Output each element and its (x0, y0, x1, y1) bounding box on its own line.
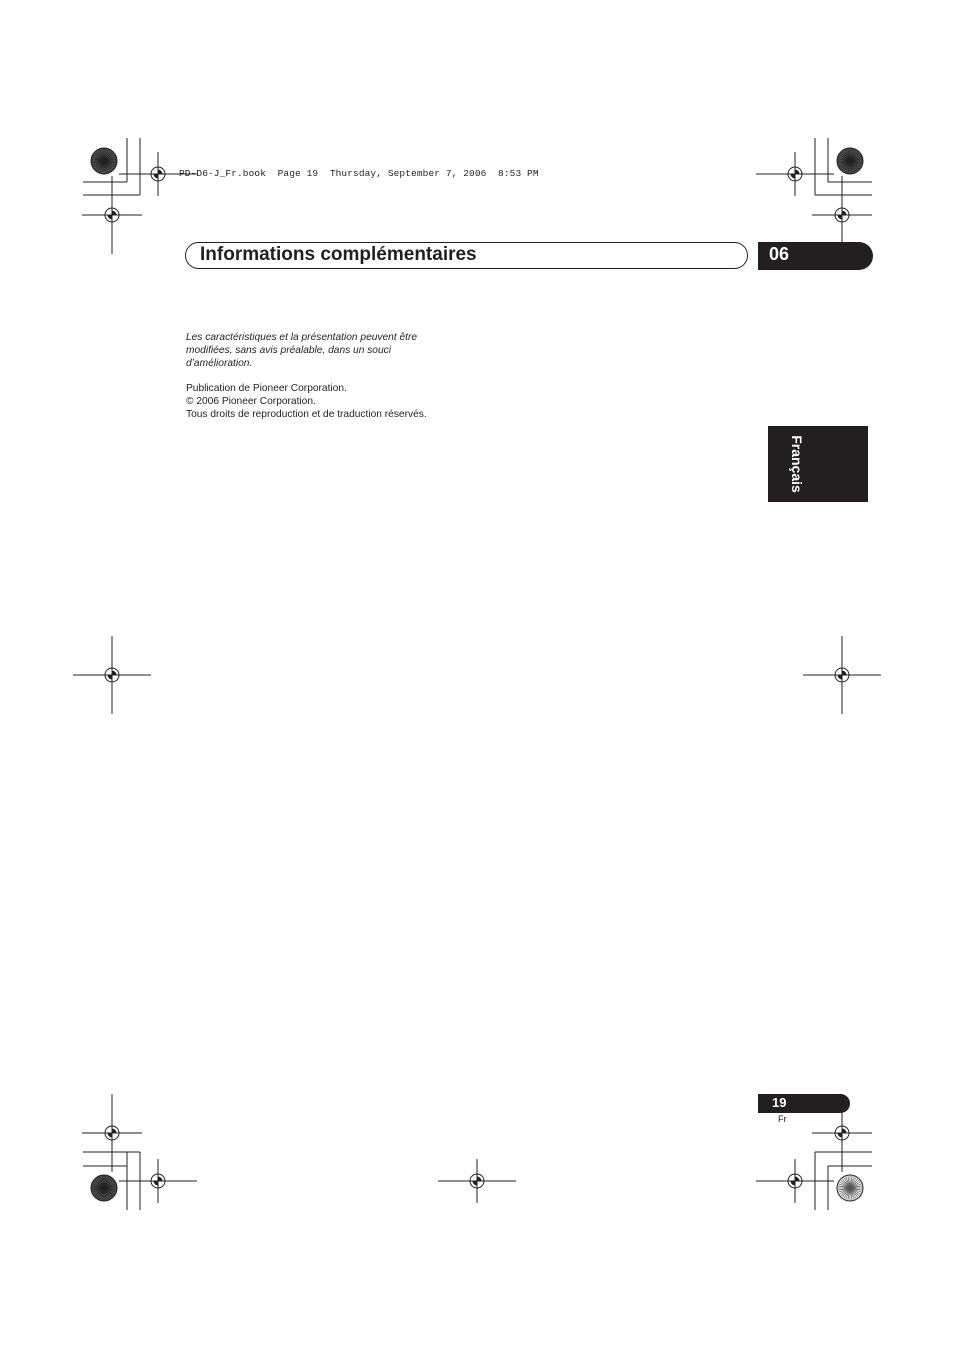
crosshair-mark (73, 636, 151, 714)
chapter-title: Informations complémentaires (200, 244, 477, 265)
note-line: modifiées, sans avis préalable, dans un souci (186, 345, 391, 356)
print-header: PD-D6-J_Fr.book Page 19 Thursday, September 7, 2006 8:53 PM (179, 168, 539, 179)
starburst-target (91, 1175, 117, 1201)
starburst-target (837, 148, 863, 174)
language-tab (768, 426, 868, 502)
publication-info (186, 382, 486, 421)
rights-line: Tous droits de reproduction et de traduction réservés. (186, 409, 427, 420)
page-number: 19 (772, 1095, 787, 1110)
specification-note (186, 331, 448, 370)
crosshair-mark (756, 152, 834, 196)
page-language: Fr (778, 1114, 787, 1124)
copyright-line: © 2006 Pioneer Corporation. (186, 396, 316, 407)
crosshair-mark (756, 1159, 834, 1203)
crosshair-mark (438, 1159, 516, 1203)
chapter-number-badge (758, 242, 873, 270)
publisher-line: Publication de Pioneer Corporation. (186, 383, 347, 394)
crosshair-mark (82, 176, 142, 254)
page-number-badge (758, 1094, 850, 1113)
note-line: Les caractéristiques et la présentation peuvent être (186, 332, 418, 343)
crosshair-mark (803, 636, 881, 714)
language-tab-label: Français (789, 435, 805, 493)
starburst-target (91, 148, 117, 174)
crosshair-mark (82, 1094, 142, 1172)
starburst-target (837, 1175, 863, 1201)
note-line: d’amélioration. (186, 358, 253, 369)
chapter-title-box (185, 242, 748, 269)
crosshair-mark (119, 1159, 197, 1203)
chapter-number: 06 (769, 244, 790, 264)
